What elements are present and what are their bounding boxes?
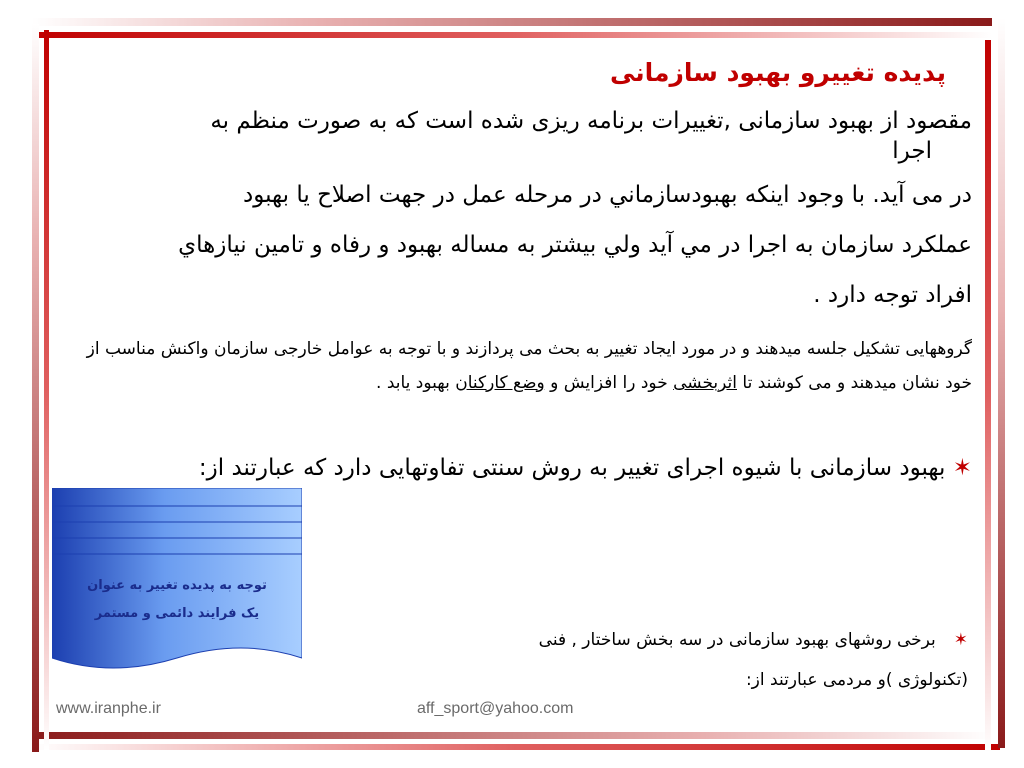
right-border-red bbox=[985, 40, 991, 752]
document-box-text bbox=[72, 572, 282, 628]
groups-text-a: گروههایی تشکیل جلسه میدهند و در مورد ایجاد تغییر به بحث می پردازند و با توجه به عوامل خارجی سازمان واکنش مناسب از خود نشان میدهند و می کوشند تا bbox=[86, 339, 972, 393]
top-border-red bbox=[32, 32, 992, 38]
footer-email[interactable]: aff_sport@yahoo.com bbox=[417, 700, 574, 717]
intro-line-1: مقصود از بهبود سازمانی ,تغییرات برنامه ریزی شده است که به صورت منظم به bbox=[210, 108, 972, 134]
document-box-line-1: توجه به پدیده تغییر به عنوان bbox=[87, 578, 267, 593]
bullet-differences-text: بهبود سازمانی با شیوه اجرای تغییر به روش سنتی تفاوتهایی دارد که عبارتند از: bbox=[198, 455, 946, 481]
left-border-red bbox=[44, 30, 49, 750]
staff-status-link[interactable]: وضع کارکنان bbox=[455, 373, 545, 393]
intro-line-2: اجرا bbox=[892, 138, 932, 164]
document-box-line-2: یک فرایند دائمی و مستمر bbox=[94, 606, 260, 621]
footer-website[interactable]: www.iranphe.ir bbox=[56, 700, 161, 717]
bottom-border-dark bbox=[32, 732, 992, 739]
intro-line-5: افراد توجه دارد . bbox=[813, 282, 972, 308]
bullet-differences bbox=[80, 455, 972, 481]
star-bullet-icon: ✶ bbox=[953, 630, 968, 650]
bullet-methods-line-1 bbox=[380, 620, 968, 660]
intro-line-4: عملکرد سازمان به اجرا در مي آید ولي بیشتر به مساله بهبود و رفاه و تامین نیازهاي bbox=[178, 232, 972, 258]
intro-paragraph bbox=[80, 104, 972, 320]
bullet-methods-line-2: (تکنولوژی )و مردمی عبارتند از: bbox=[745, 670, 968, 690]
left-border-dark bbox=[32, 24, 39, 752]
bullet-methods bbox=[380, 620, 968, 700]
effectiveness-link[interactable]: اثربخشی bbox=[673, 373, 737, 393]
top-border-dark bbox=[32, 18, 992, 26]
star-bullet-icon: ✶ bbox=[952, 455, 972, 481]
groups-paragraph bbox=[80, 332, 972, 400]
bullet-methods-text-1: برخی روشهای بهبود سازمانی در سه بخش ساختار , فنی bbox=[538, 630, 936, 650]
groups-text-c: بهبود یابد . bbox=[376, 373, 456, 393]
groups-text-b: خود را افزایش و bbox=[544, 373, 674, 393]
right-border-dark bbox=[998, 18, 1005, 748]
bottom-border-red bbox=[32, 744, 1000, 750]
slide-title: پدیده تغییرو بهبود سازمانی bbox=[609, 58, 946, 87]
intro-line-3: در می آید. با وجود اینکه بهبودسازماني در مرحله عمل در جهت اصلاح یا بهبود bbox=[242, 182, 972, 208]
